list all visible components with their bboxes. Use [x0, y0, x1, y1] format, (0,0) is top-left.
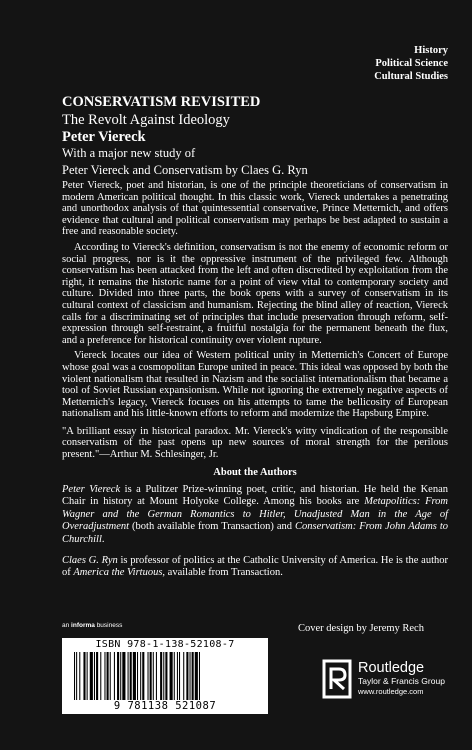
barcode-bar	[199, 652, 200, 700]
barcode-bar	[174, 652, 175, 700]
barcode-bar	[130, 652, 132, 700]
barcode-bar	[87, 652, 88, 700]
barcode-bar	[104, 652, 105, 700]
routledge-logo-icon	[322, 659, 352, 699]
subject-cultural-studies: Cultural Studies	[374, 71, 448, 82]
isbn-digits: 9 781138 521087	[113, 700, 217, 712]
barcode-bar	[79, 652, 80, 700]
barcode-bar	[100, 652, 101, 700]
bio-viereck-book-2: Conservatism: From John Adams to Churchill	[62, 521, 448, 546]
barcode-bar	[165, 652, 167, 700]
barcode-bar	[153, 652, 154, 700]
barcode-bar	[114, 652, 115, 700]
book-title: CONSERVATISM REVISITED	[62, 94, 261, 110]
barcode-bar	[74, 652, 75, 700]
bio-viereck-text-1: is a Pulitzer Prize-winning poet, critic, and historian. He held the Kenan Chair in history at Mount Holyoke College. Among his books are	[62, 483, 448, 508]
book-author: Peter Viereck	[62, 129, 146, 145]
bio-ryn-text-2: , available from Transaction.	[162, 567, 283, 579]
barcode-bar	[110, 652, 111, 700]
isbn-label: ISBN 978-1-138-52108-7	[95, 639, 235, 650]
barcode-bar	[190, 652, 191, 700]
study-line-2: Peter Viereck and Conservatism by Claes G. Ryn	[62, 163, 308, 177]
subject-political-science: Political Science	[375, 58, 448, 69]
barcode-bar	[94, 652, 95, 700]
subject-list	[374, 44, 448, 83]
description-paragraph-3: Viereck locates our idea of Western political unity in Metternich's Concert of Europe whose goal was a cosmopolitan Europe united in peace. This ideal was opposed by both the violent nationalism that resulted in Nazism and the socialist internationalism that became a tool of Soviet Russian expansionism. While not ignoring the extremely negative aspects of Metternich's legacy, Viereck focuses on his attempts to tame the bellicosity of European nationalism and his little-known efforts to reform and modernize the Hapsburg Empire.	[62, 350, 448, 420]
study-line-1: With a major new study of	[62, 146, 196, 160]
barcode-bar	[195, 652, 198, 700]
publisher-group: Taylor & Francis Group	[358, 676, 445, 686]
barcode-bar	[192, 652, 194, 700]
informa-prefix: an	[62, 622, 72, 629]
barcode-bar	[76, 652, 77, 700]
barcode-bar	[90, 652, 93, 700]
book-subtitle: The Revolt Against Ideology	[62, 112, 230, 128]
barcode-bar	[163, 652, 164, 700]
bio-viereck-text-2: (both available from Transaction) and	[129, 521, 295, 533]
informa-brand: informa	[71, 622, 95, 629]
barcode-bar	[128, 652, 129, 700]
barcode-bar	[133, 652, 136, 700]
publisher-name: Routledge	[358, 660, 425, 676]
barcode-bars	[74, 652, 256, 700]
barcode-bar	[120, 652, 121, 700]
barcode-bar	[137, 652, 138, 700]
publisher-block	[358, 660, 445, 697]
barcode-bar	[160, 652, 162, 700]
bio-viereck	[62, 484, 448, 547]
barcode-box	[62, 638, 268, 714]
bio-ryn-book-1: America the Virtuous	[73, 567, 163, 579]
barcode-bar	[177, 652, 178, 700]
barcode-bar	[156, 652, 157, 700]
bio-ryn-name: Claes G. Ryn	[62, 554, 118, 566]
publisher-url: www.routledge.com	[358, 687, 424, 696]
informa-suffix: business	[94, 622, 123, 629]
description-paragraph-2: According to Viereck's definition, conservatism is not the enemy of economic reform or social progress, nor is it the oppressive instrument of the privileged few. Although conservatism has been attacked from the left and often discredited by exploitation from the right, it remains the historic name for a point of view vital to contemporary society and culture. Divided into three parts, the book opens with a survey of conservatism in its cultural context of classicism and humanism. Rejecting the blind alley of reaction, Viereck calls for a discriminating set of principles that include preservation through reform, self-expression through self-restraint, a fruitful nostalgia for the permanent beneath the flux, and a preference for historical continuity over violent rupture.	[62, 241, 448, 346]
bio-ryn	[62, 555, 448, 580]
barcode-bar	[107, 652, 109, 700]
bio-ryn-text-1: is professor of politics at the Catholic University of America. He is the author of	[62, 554, 448, 579]
barcode-bar	[96, 652, 98, 700]
barcode-bar	[179, 652, 180, 700]
subject-history: History	[414, 45, 448, 56]
barcode-bar	[186, 652, 188, 700]
about-authors-heading: About the Authors	[213, 466, 297, 478]
barcode-bar	[140, 652, 141, 700]
barcode-bar	[142, 652, 144, 700]
bio-viereck-text-3: .	[101, 534, 105, 546]
barcode-bar	[148, 652, 149, 700]
barcode-bar	[122, 652, 125, 700]
blurb-column	[62, 94, 448, 588]
informa-business-mark	[62, 622, 122, 629]
review-quote: "A brilliant essay in historical paradox. Mr. Viereck's witty vindication of the responsible conservatism of the past opens up new sources of moral strength for the perilous present."—Arthur M. Schlesinger, Jr.	[62, 425, 448, 461]
bio-viereck-name: Peter Viereck	[62, 483, 121, 495]
cover-design-credit: Cover design by Jeremy Rech	[298, 623, 424, 634]
barcode-bar	[170, 652, 173, 700]
barcode-bar	[150, 652, 152, 700]
bio-viereck-book-1: Metapolitics: From Wagner and the German Romantics to Hitler, Unadjusted Man in the Age of Overadjustment	[62, 496, 449, 533]
description-paragraph-1: Peter Viereck, poet and historian, is one of the principle theoreticians of conservatism in modern American political thought. In this classic work, Viereck undertakes a penetrating and unorthodox analysis of that quintessential conservative, Prince Metternich, and offers evidence that cultural and political conservatism may perhaps be best adapted to sustain a free and reasonable society.	[62, 180, 448, 238]
barcode-bar	[117, 652, 119, 700]
barcode-bar	[83, 652, 85, 700]
barcode-bar	[183, 652, 184, 700]
